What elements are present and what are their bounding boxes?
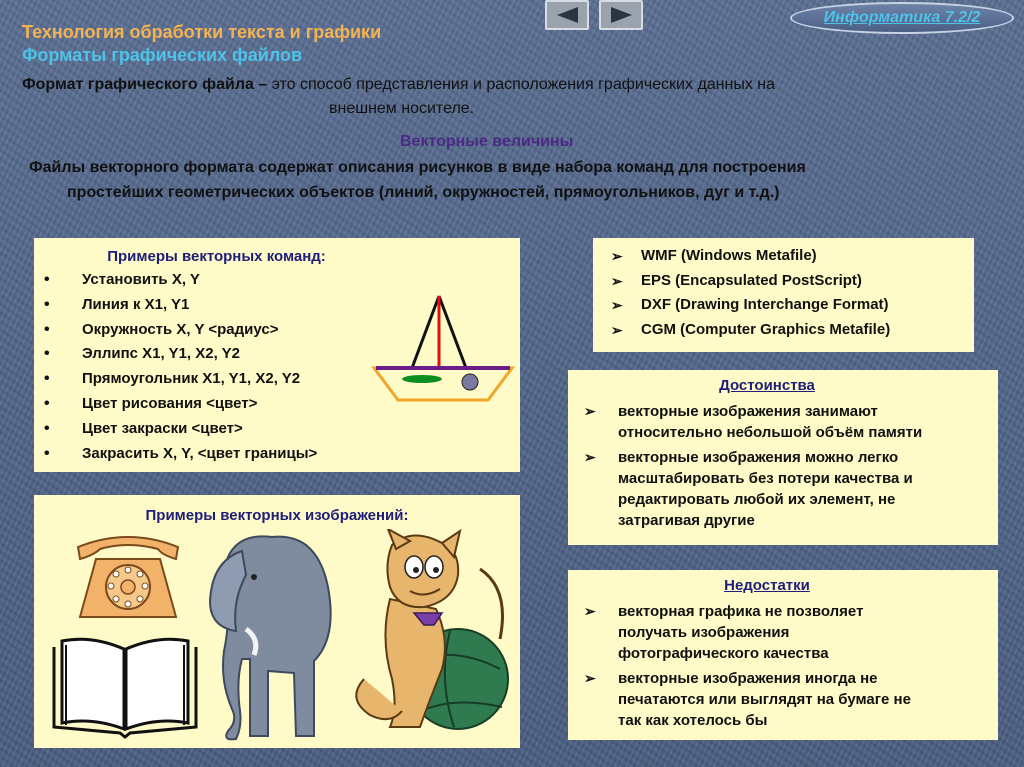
slide-title: Технология обработки текста и графики	[22, 22, 382, 42]
advantages-box	[568, 370, 998, 545]
paragraph-line-1: Файлы векторного формата содержат описания рисунков в виде набора команд для построения	[29, 159, 806, 176]
advantages-item	[584, 401, 923, 443]
command-item	[44, 394, 317, 419]
triangle-left-icon	[554, 5, 580, 25]
bullet-icon: •	[44, 419, 50, 437]
disadvantages-box	[568, 570, 998, 740]
arrow-bullet-icon: ➢	[584, 670, 596, 686]
section-title: Векторные величины	[400, 133, 574, 150]
disadvantages-line: так как хотелось бы	[618, 712, 768, 729]
command-item	[44, 320, 317, 345]
images-title: Примеры векторных изображений:	[145, 507, 409, 524]
commands-list	[44, 270, 318, 468]
course-badge[interactable]: Информатика 7.2/2	[790, 2, 1014, 34]
format-text: CGM (Computer Graphics Metafile)	[641, 320, 891, 338]
formats-list	[611, 246, 891, 344]
commands-title: Примеры векторных команд:	[107, 248, 326, 265]
telephone-image	[72, 529, 184, 621]
command-text: Прямоугольник X1, Y1, X2, Y2	[82, 370, 301, 388]
format-item	[611, 320, 891, 345]
format-item	[611, 295, 890, 320]
command-text: Цвет закраски <цвет>	[82, 419, 243, 437]
arrow-bullet-icon: ➢	[584, 603, 596, 619]
command-item	[44, 295, 317, 320]
triangle-right-icon	[608, 5, 634, 25]
disadvantages-line: векторная графика не позволяет	[618, 603, 864, 620]
definition-line-1	[22, 76, 775, 94]
next-slide-button[interactable]	[599, 0, 643, 30]
arrow-bullet-icon: ➢	[611, 297, 623, 314]
disadvantages-item	[584, 668, 911, 731]
disadvantages-list	[584, 601, 911, 735]
command-text: Установить X, Y	[82, 271, 200, 288]
advantages-line: затрагивая другие	[618, 512, 755, 529]
command-text: Закрасить X, Y, <цвет границы>	[82, 444, 318, 462]
command-item	[44, 344, 317, 369]
prev-slide-button[interactable]	[545, 0, 589, 30]
command-text: Эллипс X1, Y1, X2, Y2	[82, 345, 240, 363]
vector-images-box	[34, 495, 520, 748]
bullet-icon: •	[44, 394, 50, 412]
arrow-bullet-icon: ➢	[611, 272, 623, 289]
definition-text: это способ представления и расположения графических данных на	[267, 76, 776, 93]
advantages-line: векторные изображения занимают	[618, 403, 878, 420]
command-text: Цвет рисования <цвет>	[82, 394, 258, 412]
format-text: WMF (Windows Metafile)	[641, 247, 817, 264]
paragraph-line-2: простейших геометрических объектов (линий, окружностей, прямоугольников, дуг и т.д.)	[67, 184, 780, 201]
arrow-bullet-icon: ➢	[611, 248, 623, 264]
command-item	[44, 419, 317, 444]
arrow-bullet-icon: ➢	[584, 403, 596, 419]
format-item	[611, 271, 890, 296]
arrow-bullet-icon: ➢	[611, 321, 623, 338]
advantages-line: редактировать любой их элемент, не	[618, 491, 896, 508]
command-item	[44, 270, 317, 295]
definition-line-2: внешнем носителе.	[329, 100, 475, 117]
disadvantages-line: фотографического качества	[618, 645, 829, 662]
advantages-title: Достоинства	[719, 377, 815, 394]
cartoon-cat-image	[350, 529, 518, 744]
disadvantages-line: печатаются или выглядят на бумаге не	[618, 691, 911, 708]
advantages-line: масштабировать без потери качества и	[618, 470, 913, 487]
disadvantages-item	[584, 601, 911, 664]
format-text: EPS (Encapsulated PostScript)	[641, 271, 862, 289]
arrow-bullet-icon: ➢	[584, 449, 596, 465]
bullet-icon: •	[44, 345, 50, 363]
disadvantages-line: векторные изображения иногда не	[618, 670, 878, 687]
advantages-list	[584, 401, 923, 535]
formats-box	[593, 238, 974, 352]
bullet-icon: •	[44, 271, 50, 288]
advantages-item	[584, 447, 922, 531]
vector-commands-box	[34, 238, 520, 472]
sailboat-illustration	[370, 290, 516, 402]
command-item	[44, 369, 317, 394]
disadvantages-title: Недостатки	[724, 577, 810, 594]
bullet-icon: •	[44, 370, 50, 388]
advantages-line: относительно небольшой объём памяти	[618, 424, 923, 441]
command-item	[44, 444, 318, 469]
disadvantages-line: получать изображения	[618, 624, 790, 641]
bullet-icon: •	[44, 444, 50, 462]
elephant-image	[202, 531, 350, 746]
slide-subtitle: Форматы графических файлов	[22, 45, 303, 65]
definition-term: Формат графического файла –	[22, 76, 268, 93]
book-image	[50, 635, 200, 740]
bullet-icon: •	[44, 295, 50, 313]
command-text: Окружность X, Y <радиус>	[82, 320, 279, 338]
command-text: Линия к X1, Y1	[82, 295, 190, 313]
format-text: DXF (Drawing Interchange Format)	[641, 296, 889, 314]
advantages-line: векторные изображения можно легко	[618, 449, 899, 466]
format-item	[611, 246, 890, 271]
bullet-icon: •	[44, 320, 50, 338]
